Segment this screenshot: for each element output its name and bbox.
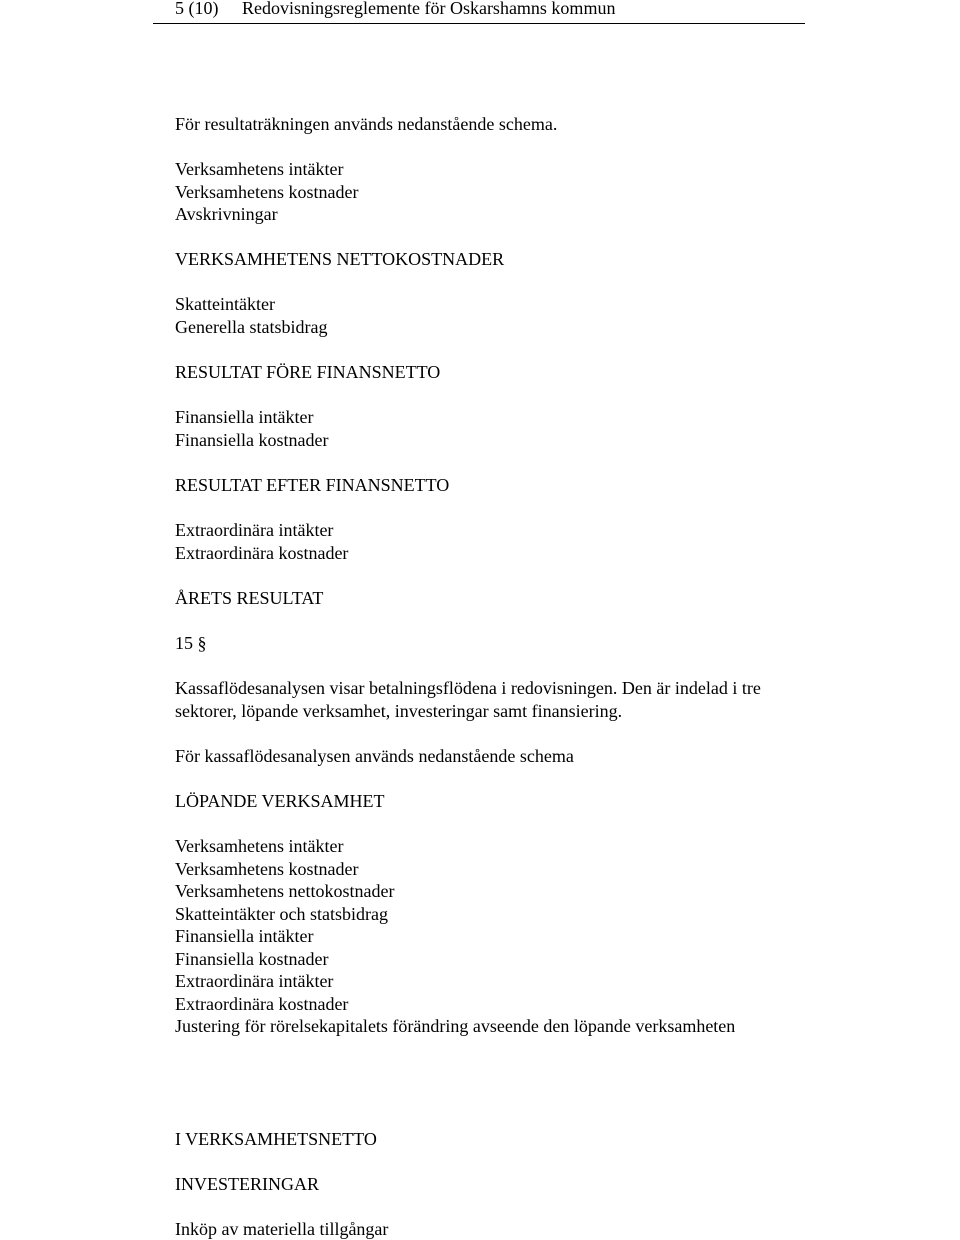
income-item: Extraordinära kostnader	[175, 543, 349, 563]
page-number: 5 (10)	[175, 0, 219, 18]
operating-item: Justering för rörelsekapitalets förändring avseende den löpande verksamheten	[175, 1016, 736, 1036]
income-item: Generella statsbidrag	[175, 317, 328, 337]
operating-item: Extraordinära intäkter	[175, 971, 334, 991]
income-statement-intro: För resultaträkningen används nedanstående schema.	[175, 114, 558, 134]
income-item: Avskrivningar	[175, 204, 278, 224]
income-item: Extraordinära intäkter	[175, 520, 334, 540]
operating-item: Verksamhetens kostnader	[175, 859, 359, 879]
operating-item: Extraordinära kostnader	[175, 994, 349, 1014]
investing-heading: INVESTERINGAR	[175, 1174, 319, 1194]
income-item: Verksamhetens kostnader	[175, 182, 359, 202]
income-subtotal: VERKSAMHETENS NETTOKOSTNADER	[175, 249, 505, 269]
investing-item: Inköp av materiella tillgångar	[175, 1219, 389, 1239]
income-item: Skatteintäkter	[175, 294, 275, 314]
operating-item: Verksamhetens intäkter	[175, 836, 344, 856]
income-subtotal: RESULTAT EFTER FINANSNETTO	[175, 475, 450, 495]
operating-item: Verksamhetens nettokostnader	[175, 881, 395, 901]
income-item: Verksamhetens intäkter	[175, 159, 344, 179]
operating-item: Finansiella intäkter	[175, 926, 314, 946]
header-divider	[153, 23, 805, 24]
income-item: Finansiella intäkter	[175, 407, 314, 427]
operating-item: Finansiella kostnader	[175, 949, 329, 969]
section-paragraph: Kassaflödesanalysen visar betalningsflödena i redovisningen. Den är indelad i tre sektorer, löpande verksamhet, investeringar samt finansiering.	[175, 678, 761, 721]
income-subtotal: RESULTAT FÖRE FINANSNETTO	[175, 362, 441, 382]
income-total: ÅRETS RESULTAT	[175, 588, 324, 608]
cashflow-schema-intro: För kassaflödesanalysen används nedanstående schema	[175, 746, 574, 766]
operating-heading: LÖPANDE VERKSAMHET	[175, 791, 385, 811]
page-header	[175, 0, 615, 19]
section-heading: 15 §	[175, 633, 207, 653]
operating-total: I VERKSAMHETSNETTO	[175, 1129, 377, 1149]
operating-item: Skatteintäkter och statsbidrag	[175, 904, 388, 924]
document-title: Redovisningsreglemente för Oskarshamns kommun	[242, 0, 616, 18]
income-item: Finansiella kostnader	[175, 430, 329, 450]
